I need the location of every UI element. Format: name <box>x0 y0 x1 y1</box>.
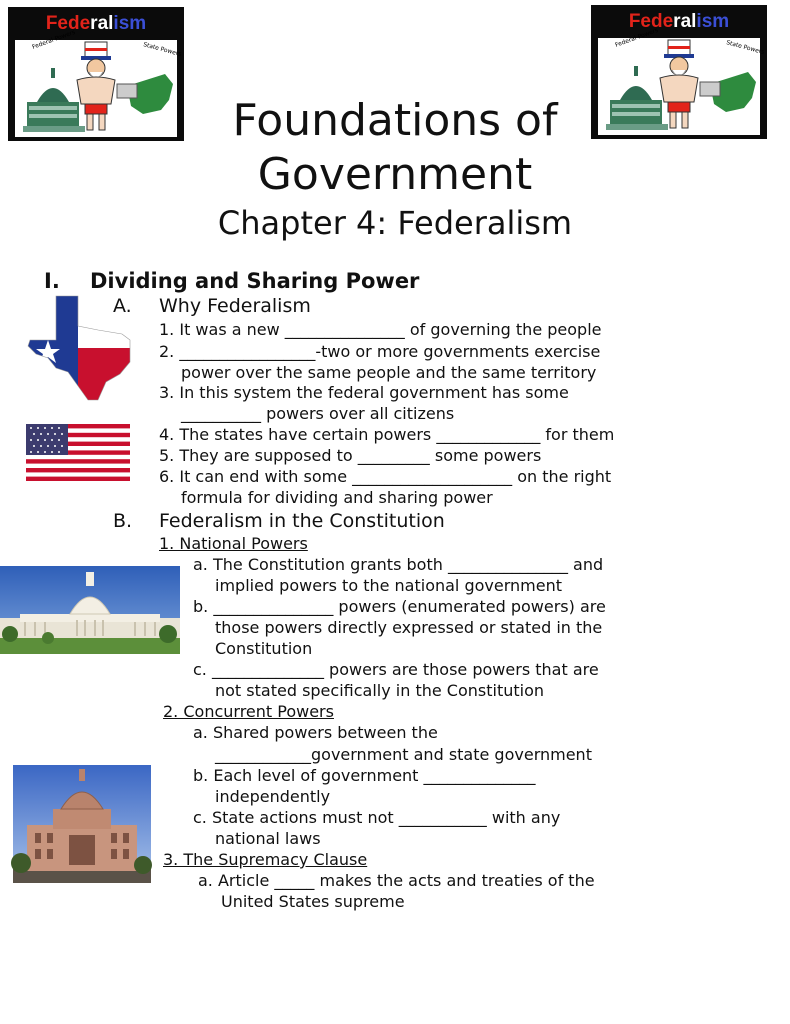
list-item: b. Each level of government ______________ <box>193 766 536 785</box>
list-item: formula for dividing and sharing power <box>181 488 493 507</box>
list-item: b. _______________ powers (enumerated powers) are <box>193 597 606 616</box>
section-heading: Dividing and Sharing Power <box>90 269 420 293</box>
list-item: __________ powers over all citizens <box>181 404 455 423</box>
texas-capitol-photo <box>13 765 151 883</box>
concurrent-powers-heading: 2. Concurrent Powers <box>163 702 334 721</box>
svg-text:Federal Powers: Federal Powers <box>614 26 660 49</box>
list-item: ____________government and state government <box>215 745 592 764</box>
list-item: Constitution <box>215 639 313 658</box>
title-line-2: Government <box>257 149 533 200</box>
svg-text:Federal Powers: Federal Powers <box>31 28 77 51</box>
list-item: c. State actions must not ___________ with any <box>193 808 561 827</box>
section-number: I. <box>44 269 60 293</box>
subsection-a-heading: Why Federalism <box>159 295 311 317</box>
texas-flag-icon <box>26 296 132 402</box>
list-item: 3. In this system the federal government has some <box>159 383 569 402</box>
list-item: United States supreme <box>221 892 405 911</box>
national-powers-heading: 1. National Powers <box>159 534 308 553</box>
logo-title: Federalism <box>628 11 730 32</box>
list-item: a. Article _____ makes the acts and treaties of the <box>198 871 595 890</box>
list-item: 5. They are supposed to _________ some powers <box>159 446 542 465</box>
list-item: not stated specifically in the Constitution <box>215 681 544 700</box>
supremacy-clause-heading: 3. The Supremacy Clause <box>163 850 368 869</box>
subsection-a-letter: A. <box>113 295 132 317</box>
title-line-1: Foundations of <box>232 95 558 146</box>
list-item: independently <box>215 787 331 806</box>
subsection-b-heading: Federalism in the Constitution <box>159 510 445 532</box>
list-item: a. The Constitution grants both _______________ and <box>193 555 604 574</box>
list-item: 2. _________________-two or more governments exercise <box>159 342 601 361</box>
svg-text:State Powers: State Powers <box>725 39 766 57</box>
subsection-b-letter: B. <box>113 510 133 532</box>
list-item: 6. It can end with some ____________________ on the right <box>159 467 612 486</box>
logo-title: Federalism <box>45 13 147 34</box>
us-capitol-photo <box>0 566 180 654</box>
list-item: c. ______________ powers are those powers that are <box>193 660 599 679</box>
list-item: a. Shared powers between the <box>193 723 438 742</box>
list-item: implied powers to the national government <box>215 576 562 595</box>
list-item: 4. The states have certain powers _____________ for them <box>159 425 615 444</box>
chapter-subtitle: Chapter 4: Federalism <box>217 204 573 242</box>
list-item: those powers directly expressed or stated in the <box>215 618 603 637</box>
us-flag-icon <box>26 424 130 481</box>
svg-text:State Powers: State Powers <box>142 41 183 59</box>
list-item: power over the same people and the same territory <box>181 363 597 382</box>
list-item: 1. It was a new _______________ of governing the people <box>159 320 602 339</box>
list-item: national laws <box>215 829 321 848</box>
